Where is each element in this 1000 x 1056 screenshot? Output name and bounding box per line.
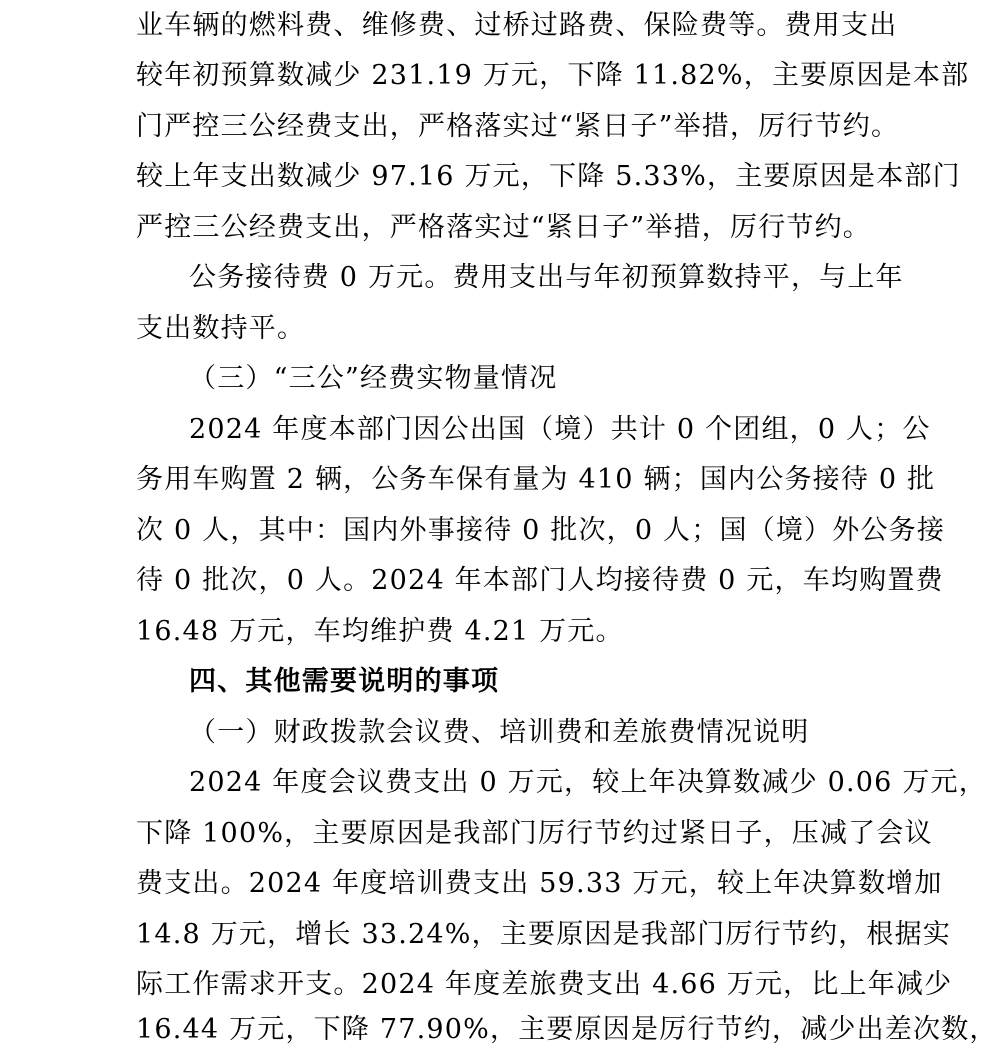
paragraph-line: 待 0 批次，0 人。2024 年本部门人均接待费 0 元，车均购置费 (136, 565, 944, 596)
paragraph-line: 公务接待费 0 万元。费用支出与年初预算数持平，与上年 (189, 262, 904, 293)
paragraph-line: 严控三公经费支出，严格落实过“紧日子”举措，厉行节约。 (136, 212, 872, 243)
paragraph-line: 16.44 万元，下降 77.90%，主要原因是厉行节约，减少出差次数， (136, 1014, 998, 1045)
paragraph-line: 支出数持平。 (136, 313, 306, 344)
section-heading: 四、其他需要说明的事项 (189, 666, 500, 697)
paragraph-line: 次 0 人，其中：国内外事接待 0 批次，0 人；国（境）外公务接 (136, 515, 946, 546)
paragraph-line: 14.8 万元，增长 33.24%，主要原因是我部门厉行节约，根据实 (136, 919, 952, 950)
paragraph-line: 16.48 万元，车均维护费 4.21 万元。 (136, 616, 624, 647)
paragraph-line: 2024 年度会议费支出 0 万元，较上年决算数减少 0.06 万元， (189, 767, 987, 798)
paragraph-line: 务用车购置 2 辆，公务车保有量为 410 辆；国内公务接待 0 批 (136, 464, 936, 495)
paragraph-line: 门严控三公经费支出，严格落实过“紧日子”举措，厉行节约。 (136, 111, 900, 142)
paragraph-line: 较上年支出数减少 97.16 万元，下降 5.33%，主要原因是本部门 (136, 161, 961, 192)
subsection-heading: （一）财政拨款会议费、培训费和差旅费情况说明 (189, 717, 810, 748)
paragraph-line: 费支出。2024 年度培训费支出 59.33 万元，较上年决算数增加 (136, 868, 943, 899)
subsection-heading: （三）“三公”经费实物量情况 (189, 363, 558, 394)
paragraph-line: 业车辆的燃料费、维修费、过桥过路费、保险费等。费用支出 (136, 10, 898, 41)
paragraph-line: 2024 年度本部门因公出国（境）共计 0 个团组，0 人；公 (189, 414, 931, 445)
paragraph-line: 较年初预算数减少 231.19 万元，下降 11.82%，主要原因是本部 (136, 60, 970, 91)
paragraph-line: 际工作需求开支。2024 年度差旅费支出 4.66 万元，比上年减少 (136, 969, 953, 1000)
paragraph-line: 下降 100%，主要原因是我部门厉行节约过紧日子，压减了会议 (136, 818, 933, 849)
